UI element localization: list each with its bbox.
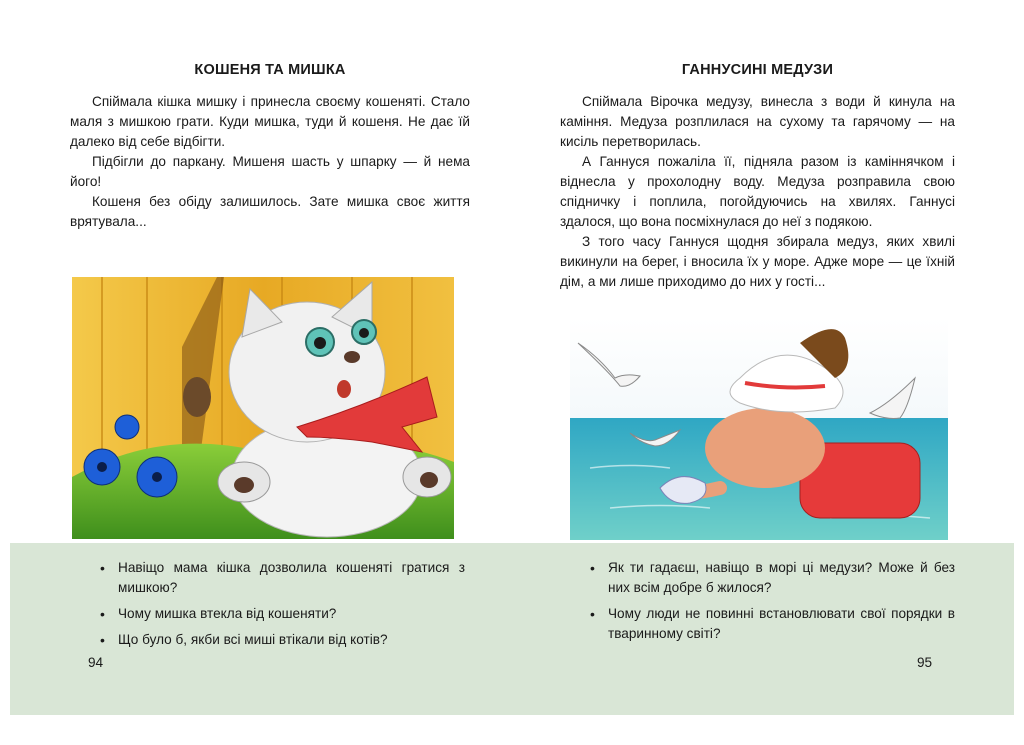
question-item: • Що було б, якби всі миші втікали від котів?	[90, 630, 465, 650]
question-item: • Як ти гадаєш, навіщо в морі ці медузи? Може й без них всім добре б жилося?	[580, 558, 955, 598]
question-item: • Чому мишка втекла від кошеняти?	[90, 604, 465, 624]
right-story-text	[560, 92, 955, 292]
left-story-title: КОШЕНЯ ТА МИШКА	[194, 62, 346, 78]
kitten-with-mouse-illustration	[72, 277, 454, 539]
left-paragraph: Кошеня без обіду залишилось. Зате мишка своє життя врятувала...	[70, 194, 470, 229]
right-story-title: ГАННУСИНІ МЕДУЗИ	[681, 62, 834, 78]
question-item: • Навіщо мама кішка дозволила кошеняті гратися з мишкою?	[90, 558, 465, 598]
left-questions-list	[90, 558, 465, 656]
left-page-number: 94	[88, 655, 104, 670]
right-questions-list	[580, 558, 955, 650]
right-paragraph: А Ганнуся пожаліла її, підняла разом із каміннячком і віднесла у прохолодну воду. Медуза розправила свою спідничку і поплила, погойдуючись на хвилях. Ганнусі здалося, що вона посміхнулася до неї з подякою.	[560, 154, 955, 229]
question-item: • Чому люди не повинні встановлювати свої порядки в тваринному світі?	[580, 604, 955, 644]
right-page-number: 95	[917, 655, 933, 670]
right-paragraph: З того часу Ганнуся щодня збирала медуз, яких хвилі викинули на берег, і вносила їх у море. Адже море — це їхній дім, а ми лише приходимо до них у гості...	[560, 234, 955, 289]
right-paragraph: Спіймала Вірочка медузу, винесла з води й кинула на каміння. Медуза розплилася на сухому та гарячому — на кисіль перетворилась.	[560, 94, 955, 149]
left-paragraph: Підбігли до паркану. Мишеня шасть у шпарку — й нема його!	[70, 154, 470, 189]
left-paragraph: Спіймала кішка мишку і принесла своєму кошеняті. Стало маля з мишкою грати. Куди мишка, туди й кошеня. Не дає їй далеко від себе відбігти.	[70, 94, 470, 149]
left-story-text	[70, 92, 470, 232]
girl-with-jellyfish-illustration	[570, 318, 948, 540]
